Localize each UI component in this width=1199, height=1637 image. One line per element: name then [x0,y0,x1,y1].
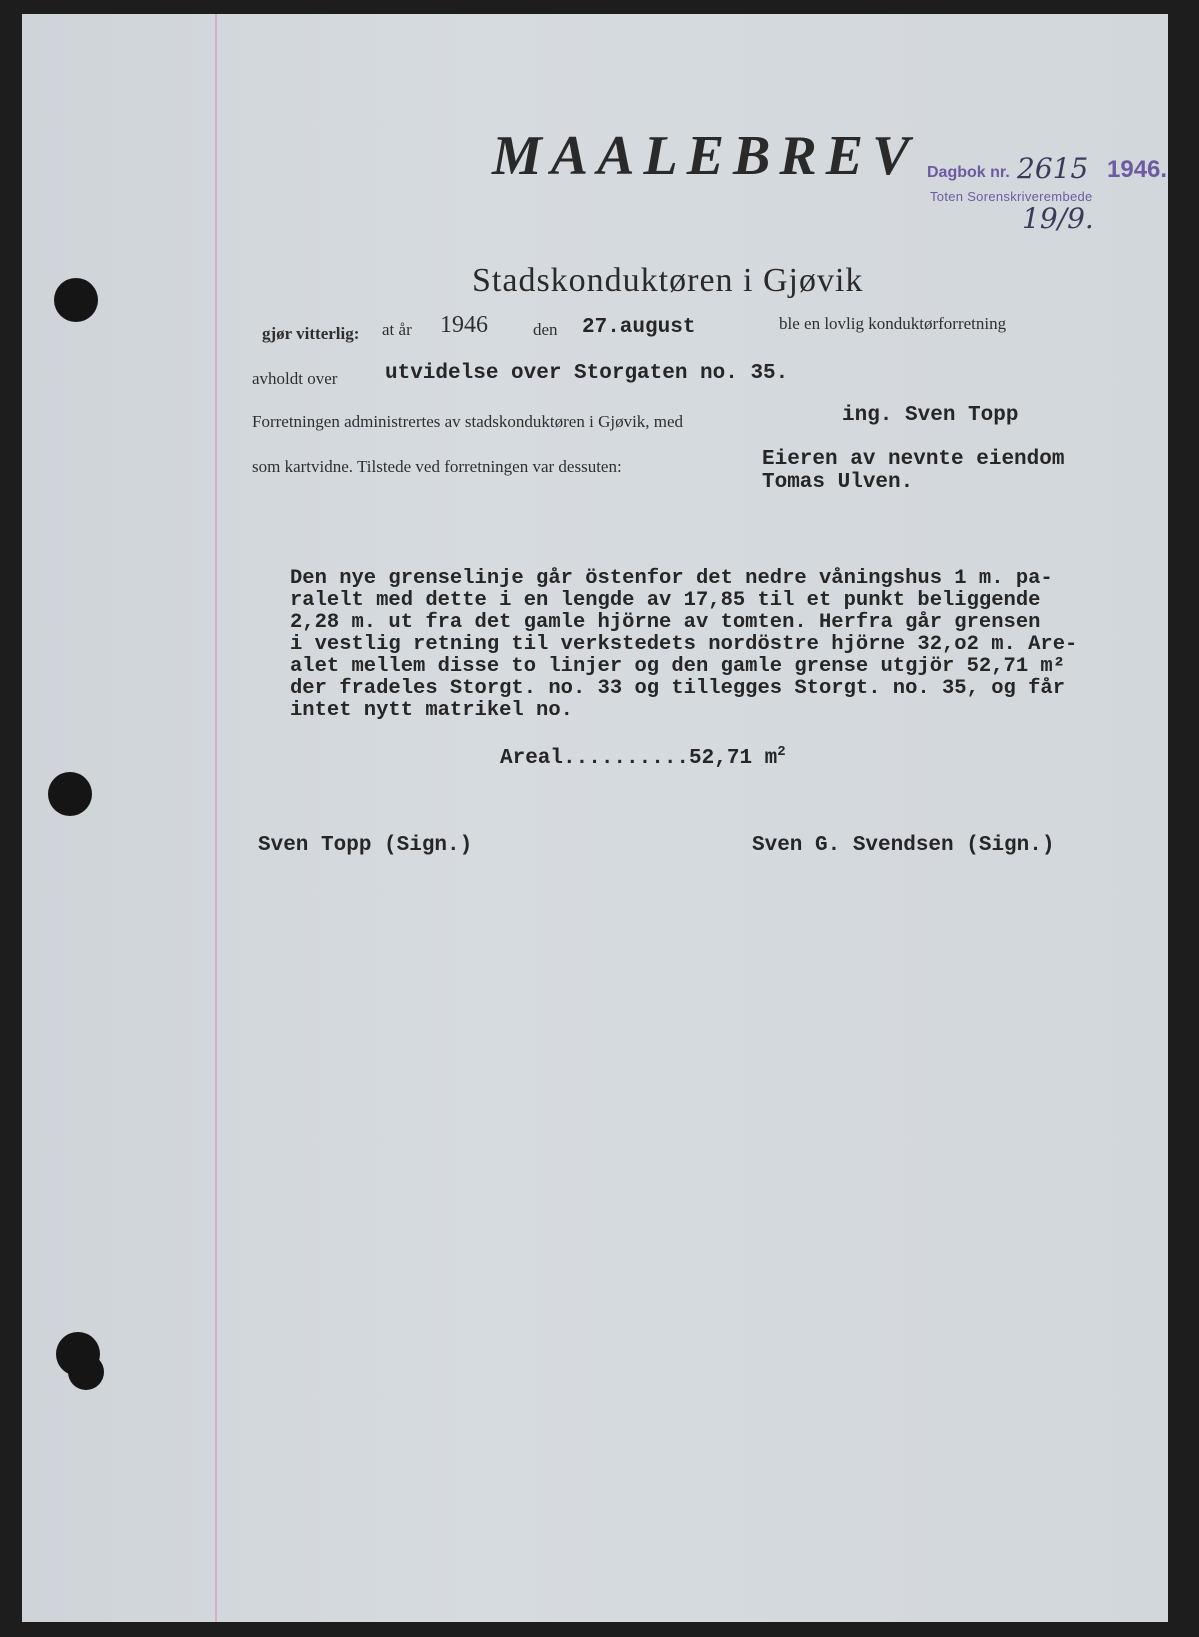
field-object: utvidelse over Storgaten no. 35. [385,362,789,385]
label-avholdt-over: avholdt over [252,369,338,388]
registry-stamp-year: 1946. [1107,156,1168,183]
document-page [22,14,1168,1622]
punch-hole-middle [48,772,92,816]
body-line: i vestlig retning til verkstedets nordöstre hjörne 32,o2 m. Are- [290,633,1078,656]
document-subtitle: Stadskonduktøren i Gjøvik [472,262,864,299]
label-den: den [533,320,558,339]
field-present-line1: Eieren av nevnte eiendom [762,448,1065,471]
signature-right: Sven G. Svendsen (Sign.) [752,834,1055,857]
handwritten-registry-number: 2615 [1017,152,1089,185]
registry-stamp-line1: Dagbok nr. [927,164,1010,181]
body-paragraph [290,546,1077,722]
field-present-line2: Tomas Ulven. [762,471,914,494]
body-line: ralelt med dette i en lengde av 17,85 til et punkt beliggende [290,589,1041,612]
handwritten-date: 19/9. [1022,202,1094,235]
body-line: der fradeles Storgt. no. 33 og tillegges Storgt. no. 35, og får [290,677,1066,700]
label-at-ar: at år [382,320,412,339]
signature-left: Sven Topp (Sign.) [258,834,473,857]
registry-stamp-line2: Toten Sorenskriverembede [930,189,1093,204]
label-gjor-vitterlig: gjør vitterlig: [262,324,360,343]
area-unit-superscript: 2 [777,744,786,760]
punch-hole-bottom-tear [68,1354,104,1390]
document-title: MAALEBREV [492,125,919,187]
area-label: Areal..........52,71 m [500,747,778,770]
body-line: Den nye grenselinje går östenfor det nedre våningshus 1 m. pa- [290,567,1053,590]
body-line: intet nytt matrikel no. [290,699,573,722]
label-som-kartvidne: som kartvidne. Tilstede ved forretningen var dessuten: [252,457,622,476]
area-total [500,744,786,770]
field-date: 27.august [582,316,696,339]
body-line: 2,28 m. ut fra det gamle hjörne av tomten. Herfra går grensen [290,611,1041,634]
body-line: alet mellem disse to linjer og den gamle grense utgjör 52,71 m² [290,655,1066,678]
label-ble-en: ble en lovlig konduktørforretning [779,314,1007,333]
margin-line [215,14,217,1622]
label-forretningen: Forretningen administrertes av stadskonduktøren i Gjøvik, med [252,412,684,431]
field-engineer: ing. Sven Topp [842,404,1019,427]
field-year: 1946 [440,312,488,338]
punch-hole-top [54,278,98,322]
